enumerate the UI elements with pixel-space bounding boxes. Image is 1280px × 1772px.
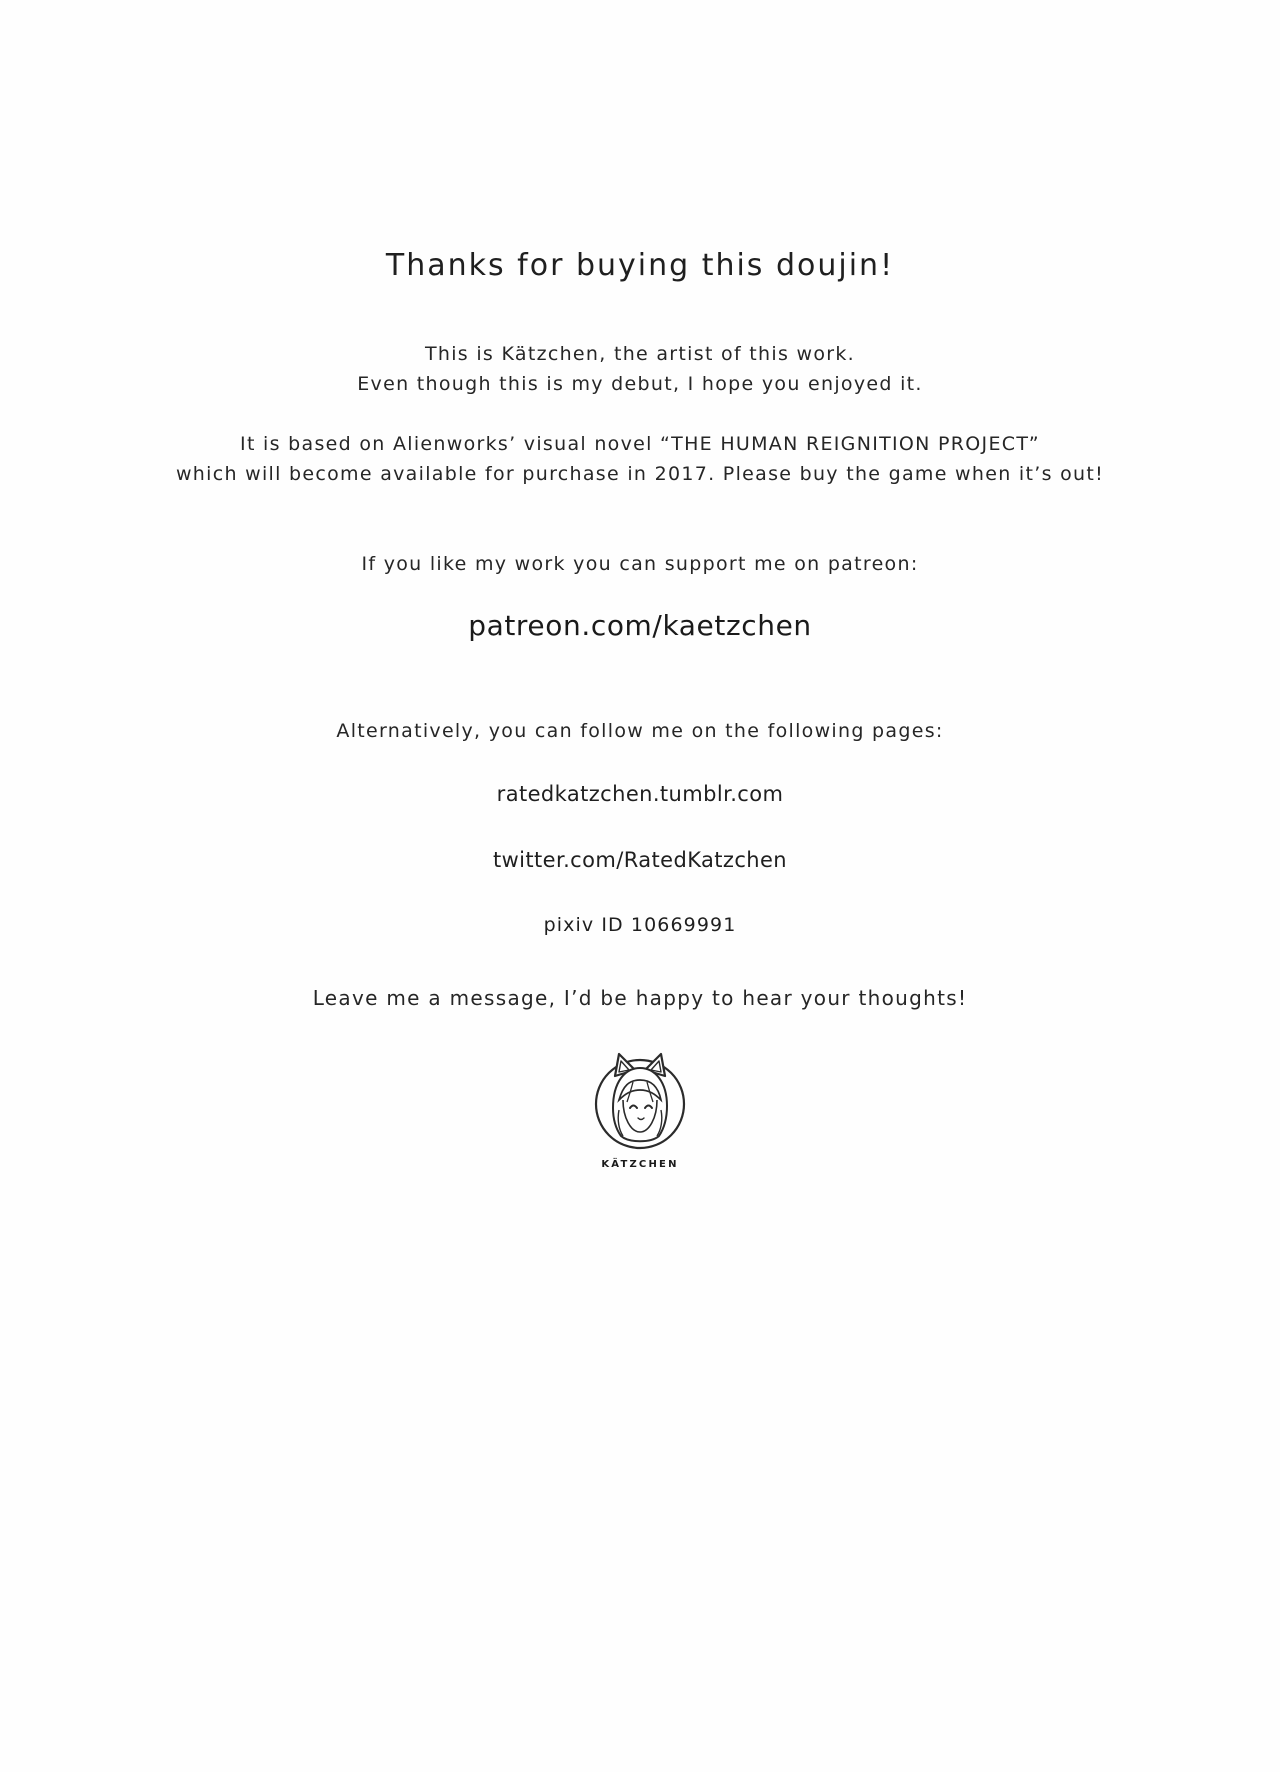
intro-line-1: This is Kätzchen, the artist of this work. [424, 343, 856, 365]
page-title: Thanks for buying this doujin! [385, 248, 895, 283]
basis-line-2: which will become available for purchase in 2017. Please buy the game when it’s out! [175, 463, 1105, 485]
tumblr-link[interactable]: ratedkatzchen.tumblr.com [496, 782, 784, 806]
artist-logo-wrap [0, 1048, 1280, 1168]
follow-intro: Alternatively, you can follow me on the following pages: [336, 720, 944, 742]
logo-caption: KÄTZCHEN [601, 1159, 679, 1170]
support-intro: If you like my work you can support me on patreon: [361, 553, 919, 575]
intro-paragraph [0, 339, 1280, 399]
pixiv-id[interactable]: pixiv ID 10669991 [543, 914, 737, 936]
cat-girl-logo-icon [575, 1048, 705, 1168]
intro-line-2: Even though this is my debut, I hope you enjoyed it. [357, 373, 923, 395]
patreon-link[interactable]: patreon.com/kaetzchen [468, 609, 812, 642]
page-content [0, 248, 1280, 1010]
basis-line-1: It is based on Alienworks’ visual novel “THE HUMAN REIGNITION PROJECT” [240, 433, 1040, 455]
basis-paragraph [0, 429, 1280, 489]
closing-message: Leave me a message, I’d be happy to hear your thoughts! [312, 986, 968, 1010]
twitter-link[interactable]: twitter.com/RatedKatzchen [492, 848, 788, 872]
